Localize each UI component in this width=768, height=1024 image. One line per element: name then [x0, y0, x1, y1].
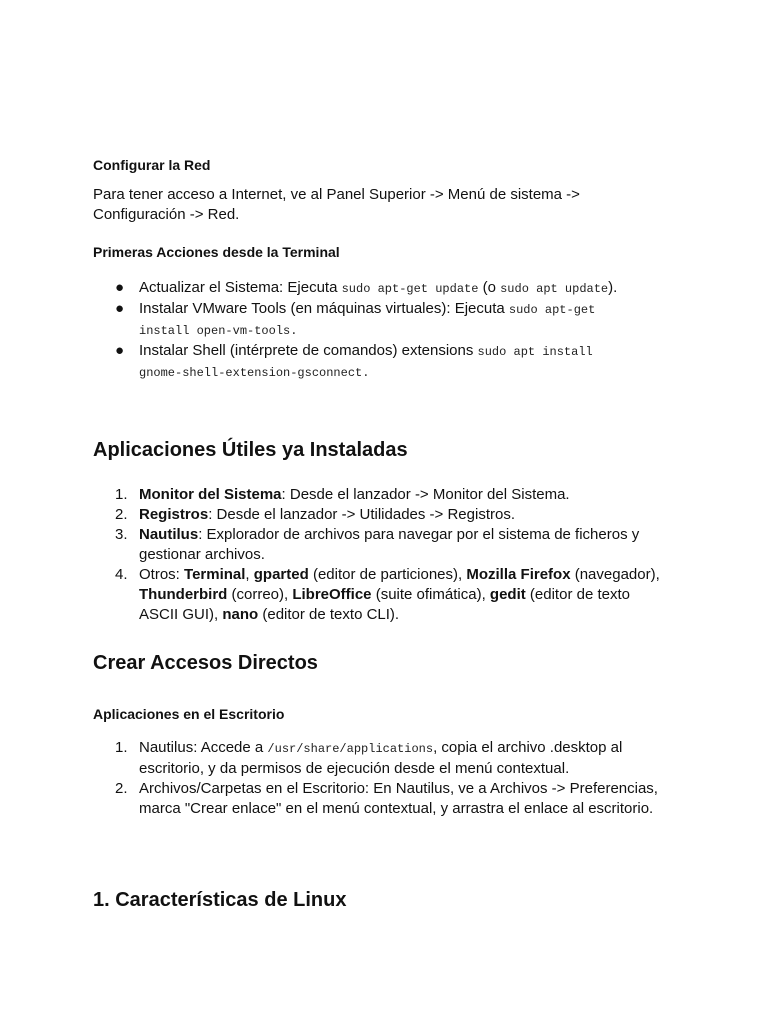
item-text: . [362, 366, 370, 380]
code-snippet: sudo apt update [500, 282, 609, 296]
list-number: 2. [115, 780, 128, 797]
bullet-icon: ● [115, 279, 125, 296]
list-number: 1. [115, 739, 128, 756]
app-name: Thunderbird [139, 586, 228, 603]
heading-aplicaciones-utiles: Aplicaciones Útiles ya Instaladas [93, 439, 408, 461]
list-item [93, 779, 683, 819]
shortcuts-list [93, 738, 683, 819]
bullet-icon: ● [115, 300, 125, 317]
app-name: Mozilla Firefox [466, 566, 571, 583]
app-name: gparted [253, 566, 309, 583]
list-item [93, 341, 683, 383]
app-name: gedit [489, 586, 526, 603]
item-text: (editor de texto CLI). [258, 606, 400, 623]
list-number: 1. [115, 486, 128, 503]
item-text: ASCII GUI), [139, 606, 223, 623]
list-item [93, 299, 683, 341]
item-text: (o [478, 279, 501, 296]
item-text: (editor de particiones), [308, 566, 467, 583]
bullet-icon: ● [115, 342, 125, 359]
code-snippet: sudo apt-get update [341, 282, 479, 296]
list-item [93, 278, 683, 299]
item-text: , [245, 566, 254, 583]
item-text: , copia el archivo .desktop al [433, 739, 623, 756]
heading-configurar-red: Configurar la Red [93, 157, 211, 173]
list-number: 2. [115, 506, 128, 523]
item-text: ). [608, 279, 618, 296]
list-item [93, 565, 683, 625]
apps-list [93, 485, 683, 625]
list-item [93, 485, 683, 505]
list-item [93, 738, 683, 779]
app-name: Nautilus [139, 526, 199, 543]
item-text: : Desde el lanzador -> Utilidades -> Registros. [208, 506, 515, 523]
item-text: Instalar Shell (intérprete de comandos) extensions [139, 342, 478, 359]
code-snippet: /usr/share/applications [267, 742, 434, 756]
item-text: Instalar VMware Tools (en máquinas virtuales): Ejecuta [139, 300, 509, 317]
paragraph-network [93, 185, 683, 225]
app-name: Monitor del Sistema [139, 486, 282, 503]
item-text: : Explorador de archivos para navegar por el sistema de ficheros y [198, 526, 640, 543]
heading-caracteristicas-linux: 1. Características de Linux [93, 889, 347, 911]
list-item [93, 525, 683, 565]
heading-crear-accesos: Crear Accesos Directos [93, 652, 318, 674]
item-text: Actualizar el Sistema: Ejecuta [139, 279, 342, 296]
item-text: Nautilus: Accede a [139, 739, 268, 756]
item-text: . [290, 324, 298, 338]
paragraph-network-line2: Configuración -> Red. [93, 206, 240, 223]
item-text: (editor de texto [525, 586, 630, 603]
item-text: (suite ofimática), [371, 586, 490, 603]
terminal-actions-list [93, 278, 683, 383]
app-name: LibreOffice [292, 586, 372, 603]
item-text: marca "Crear enlace" en el menú contextual, y arrastra el enlace al escritorio. [139, 800, 654, 817]
list-number: 4. [115, 566, 128, 583]
paragraph-network-line1: Para tener acceso a Internet, ve al Panel Superior -> Menú de sistema -> [93, 186, 580, 203]
app-name: Registros [139, 506, 209, 523]
heading-primeras-acciones: Primeras Acciones desde la Terminal [93, 244, 340, 260]
app-name: Terminal [184, 566, 246, 583]
list-item [93, 505, 683, 525]
list-number: 3. [115, 526, 128, 543]
code-snippet: install open-vm-tools [139, 324, 291, 338]
code-snippet: sudo apt-get [508, 303, 596, 317]
item-text: : Desde el lanzador -> Monitor del Sistema. [281, 486, 570, 503]
app-name: nano [222, 606, 259, 623]
item-text: Otros: [139, 566, 185, 583]
item-text: escritorio, y da permisos de ejecución desde el menú contextual. [139, 760, 570, 777]
code-snippet: gnome-shell-extension-gsconnect [139, 366, 363, 380]
heading-aplicaciones-escritorio: Aplicaciones en el Escritorio [93, 706, 285, 722]
item-text: Archivos/Carpetas en el Escritorio: En Nautilus, ve a Archivos -> Preferencias, [139, 780, 658, 797]
item-text: (correo), [227, 586, 293, 603]
item-text: (navegador), [570, 566, 660, 583]
item-text: gestionar archivos. [139, 546, 265, 563]
code-snippet: sudo apt install [477, 345, 593, 359]
